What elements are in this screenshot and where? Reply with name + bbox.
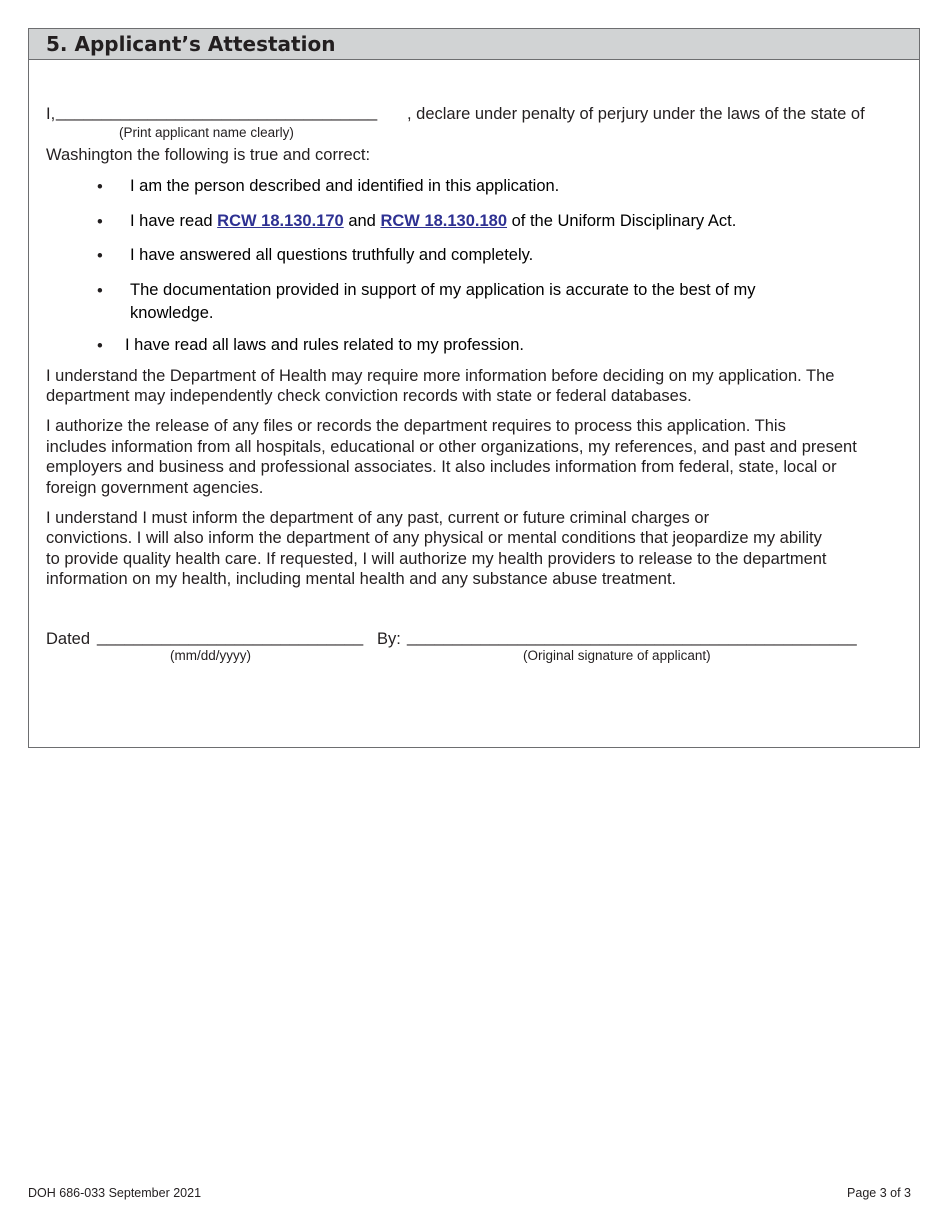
bullet-item-3: I have answered all questions truthfully and completely.	[130, 246, 534, 264]
bullet-mark: •	[97, 247, 103, 265]
bullet-mark: •	[97, 178, 103, 196]
paragraph-2-line-1: I authorize the release of any files or records the department requires to process this application. This	[46, 417, 786, 435]
bullet-item-4-line-1: The documentation provided in support of my application is accurate to the best of my	[130, 281, 756, 299]
declaration-suffix: , declare under penalty of perjury under the laws of the state of	[407, 105, 865, 123]
paragraph-3-line-4: information on my health, including mental health and any substance abuse treatment.	[46, 570, 677, 588]
by-label: By:	[377, 630, 401, 648]
paragraph-3-line-3: to provide quality health care. If requested, I will authorize my health providers to release to the department	[46, 550, 827, 568]
paragraph-2-line-2: includes information from all hospitals, educational or other organizations, my references, and past and present	[46, 438, 857, 456]
declaration-continuation: Washington the following is true and correct:	[46, 146, 371, 164]
bullet-item-4-line-2: knowledge.	[130, 304, 214, 322]
bullet-item-2-after: of the Uniform Disciplinary Act.	[511, 212, 737, 230]
section-title: 5. Applicant’s Attestation	[29, 29, 919, 60]
signature-field[interactable]: _________________________________________________	[407, 628, 857, 646]
attestation-section	[28, 28, 920, 748]
signature-field-caption: (Original signature of applicant)	[523, 648, 711, 663]
bullet-mark: •	[97, 213, 103, 231]
bullet-mark: •	[97, 282, 103, 300]
paragraph-2-line-4: foreign government agencies.	[46, 479, 264, 497]
bullet-item-2-before: I have read	[130, 212, 213, 230]
rcw-18-130-170-link[interactable]: RCW 18.130.170	[217, 212, 344, 230]
bullet-item-5: I have read all laws and rules related to my profession.	[125, 336, 524, 354]
page-number: Page 3 of 3	[847, 1186, 911, 1200]
bullet-item-1: I am the person described and identified in this application.	[130, 177, 560, 195]
dated-label: Dated	[46, 630, 91, 648]
form-id: DOH 686-033 September 2021	[28, 1186, 202, 1200]
bullet-item-2-middle: and	[348, 212, 376, 230]
paragraph-1-line-2: department may independently check conviction records with state or federal databases.	[46, 387, 692, 405]
paragraph-2-line-3: employers and business and professional associates. It also includes information from federal, state, local or	[46, 458, 837, 476]
rcw-18-130-180-link[interactable]: RCW 18.130.180	[380, 212, 508, 230]
bullet-item-2	[130, 210, 736, 233]
paragraph-1-line-1: I understand the Department of Health may require more information before deciding on my application. The	[46, 367, 835, 385]
applicant-name-field[interactable]: ___________________________________	[56, 103, 378, 121]
paragraph-3-line-1: I understand I must inform the department of any past, current or future criminal charges or	[46, 509, 710, 527]
bullet-mark: •	[97, 337, 103, 355]
declaration-prefix: I,	[46, 105, 56, 123]
date-field-caption: (mm/dd/yyyy)	[170, 648, 251, 663]
date-field[interactable]: _____________________________	[97, 628, 364, 646]
name-field-caption: (Print applicant name clearly)	[119, 125, 294, 140]
paragraph-3-line-2: convictions. I will also inform the department of any physical or mental conditions that jeopardize my ability	[46, 529, 822, 547]
